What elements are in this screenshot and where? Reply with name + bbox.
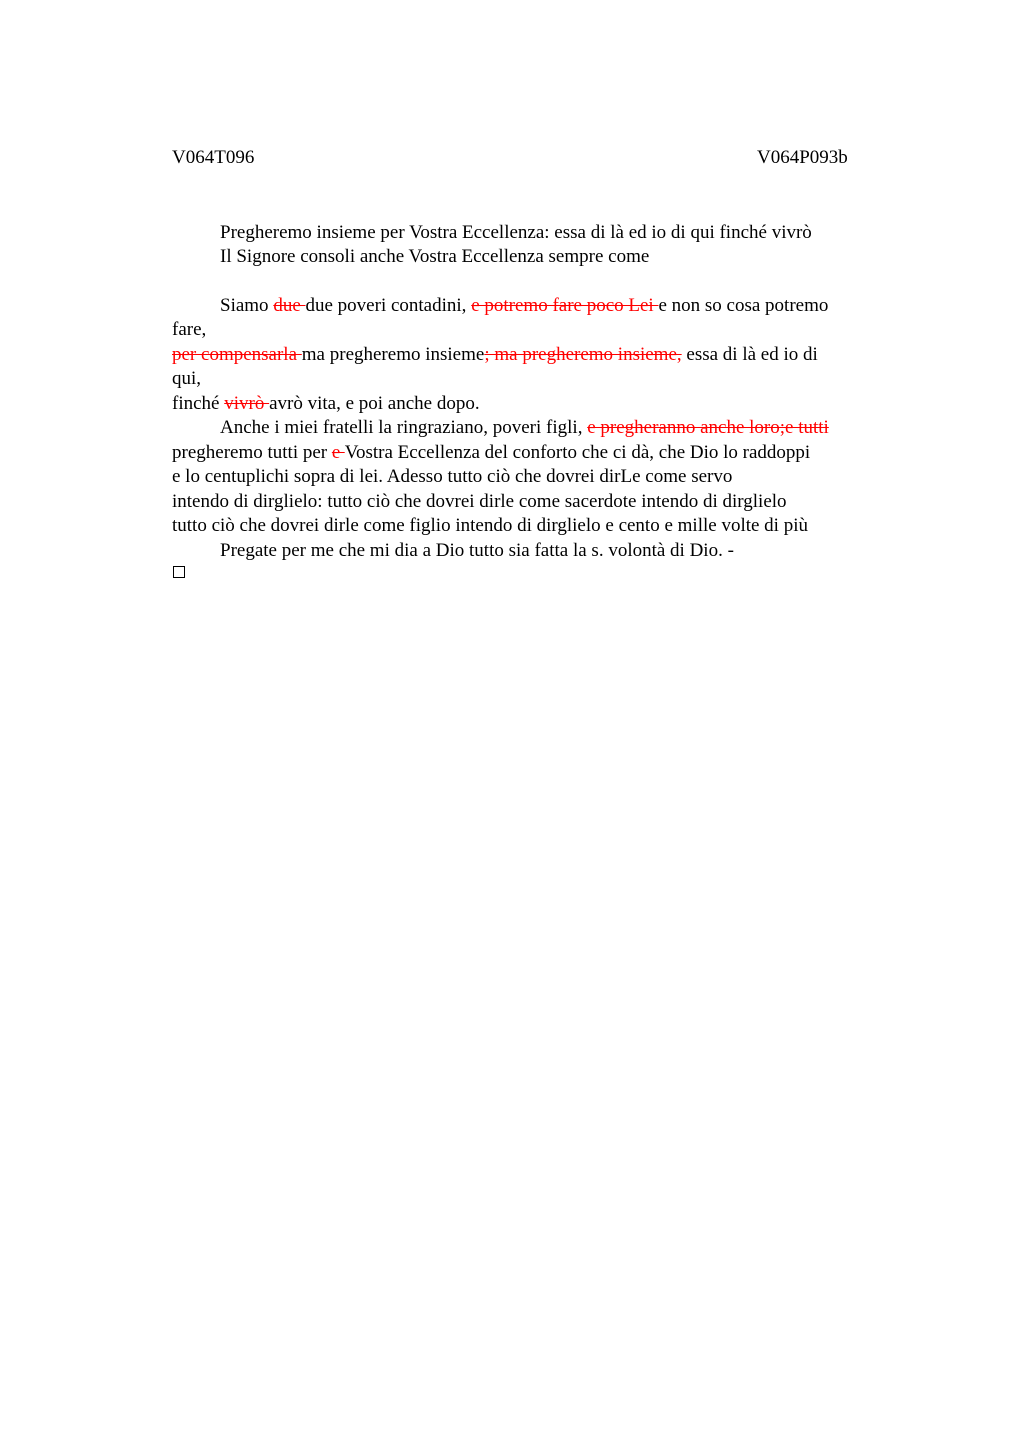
- text-run: Siamo: [220, 295, 274, 316]
- deleted-text: e: [331, 442, 345, 463]
- deleted-text: vivrò: [224, 393, 270, 414]
- deleted-text: ; ma pregheremo insieme,: [484, 344, 682, 365]
- body-line-11: Pregate per me che mi dia a Dio tutto sia fatta la s. volontà di Dio. -: [220, 540, 734, 561]
- body-line-6: [220, 416, 829, 440]
- body-line-4: qui,: [172, 368, 202, 389]
- document-code-right: V064P093b: [757, 147, 848, 168]
- body-line-1: [220, 294, 828, 318]
- body-line-9: intendo di dirglielo: tutto ciò che dovrei dirle come sacerdote intendo di dirglielo: [172, 491, 787, 512]
- deleted-text: due: [273, 295, 306, 316]
- body-line-7: [172, 441, 810, 465]
- text-run: finché: [172, 393, 225, 414]
- text-run: avrò vita, e poi anche dopo.: [269, 393, 480, 414]
- body-line-10: tutto ciò che dovrei dirle come figlio intendo di dirglielo e cento e mille volte di più: [172, 515, 808, 536]
- text-run: pregheremo tutti per: [172, 442, 332, 463]
- end-marker-box: [173, 566, 185, 578]
- text-run: due poveri contadini,: [305, 295, 472, 316]
- body-line-5: [172, 392, 480, 416]
- body-line-8: e lo centuplichi sopra di lei. Adesso tutto ciò che dovrei dirLe come servo: [172, 466, 733, 487]
- deleted-text: per compensarla: [172, 344, 302, 365]
- body-line-2: fare,: [172, 319, 207, 340]
- text-run: e non so cosa potremo: [658, 295, 829, 316]
- text-run: ma pregheremo insieme: [301, 344, 485, 365]
- summary-line-1: Pregheremo insieme per Vostra Eccellenza: essa di là ed io di qui finché vivrò: [220, 222, 812, 243]
- deleted-text: e pregheranno anche loro;e tutti: [587, 417, 829, 438]
- body-line-3: [172, 343, 818, 367]
- summary-line-2: Il Signore consoli anche Vostra Eccellenza sempre come: [220, 246, 650, 267]
- text-run: Vostra Eccellenza del conforto che ci dà, che Dio lo raddoppi: [344, 442, 811, 463]
- deleted-text: e potremo fare poco Lei: [471, 295, 659, 316]
- document-code-left: V064T096: [172, 147, 255, 168]
- text-run: essa di là ed io di: [681, 344, 818, 365]
- text-run: Anche i miei fratelli la ringraziano, poveri figli,: [220, 417, 588, 438]
